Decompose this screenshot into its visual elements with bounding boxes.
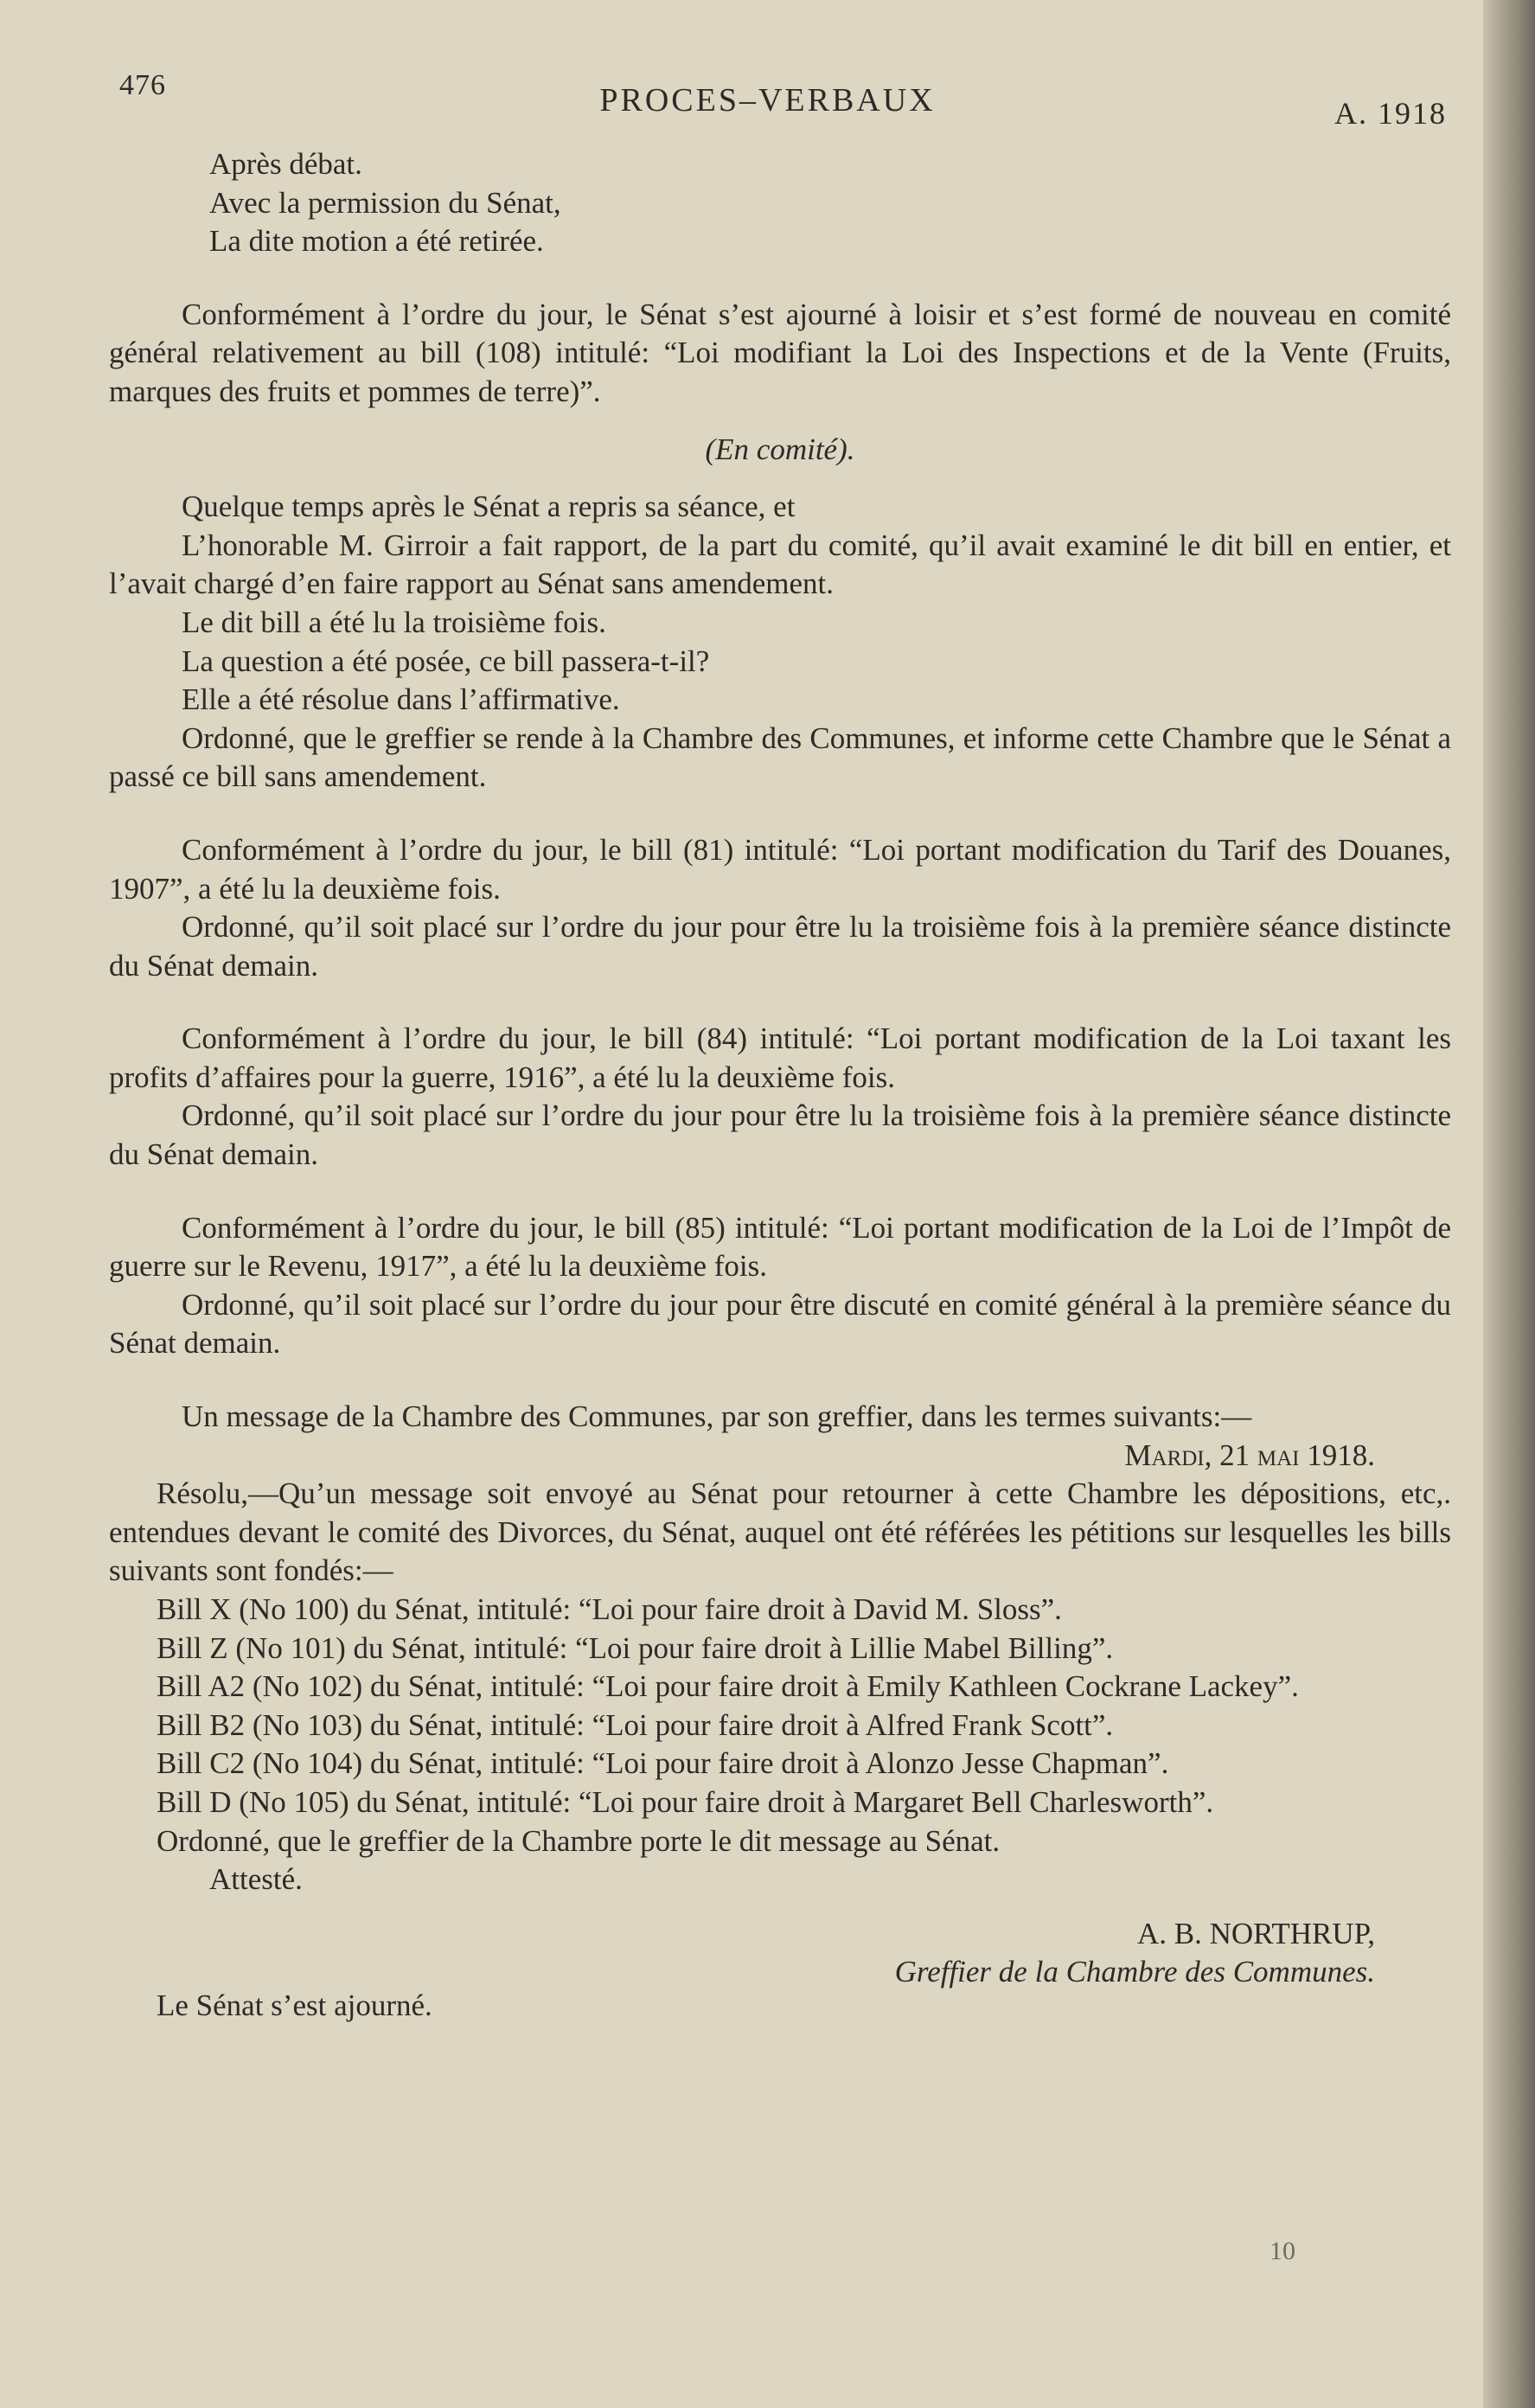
bill-item: Bill C2 (No 104) du Sénat, intitulé: “Loi pour faire droit à Alonzo Jesse Chapman”. — [157, 1746, 1169, 1781]
paragraph: La dite motion a été retirée. — [209, 224, 544, 259]
paragraph: Conformément à l’ordre du jour, le bill (85) intitulé: “Loi portant modification de la Loi de l’Impôt de guerre sur le Revenu, 1917”, a été lu la deuxième fois. — [109, 1210, 1451, 1284]
paragraph: Avec la permission du Sénat, — [209, 185, 561, 220]
attested-label: Attesté. — [209, 1862, 303, 1897]
paragraph: Ordonné, qu’il soit placé sur l’ordre du jour pour être lu la troisième fois à la première séance distincte du Sénat demain. — [109, 1098, 1451, 1172]
paragraph: Conformément à l’ordre du jour, le bill (84) intitulé: “Loi portant modification de la Loi taxant les profits d’affaires pour la guerre, 1916”, a été lu la deuxième fois. — [109, 1021, 1451, 1094]
section-label: (En comité). — [705, 432, 855, 466]
page-number: 476 — [119, 69, 166, 101]
signature-name: A. B. NORTHRUP, — [1136, 1916, 1375, 1950]
running-title: PROCES–VERBAUX — [599, 82, 936, 118]
running-year: A. 1918 — [1334, 96, 1447, 131]
paragraph: Le Sénat s’est ajourné. — [157, 1988, 432, 2022]
paragraph: Ordonné, qu’il soit placé sur l’ordre du jour pour être lu la troisième fois à la première séance distincte du Sénat demain. — [109, 910, 1451, 983]
paragraph: Conformément à l’ordre du jour, le Sénat s’est ajourné à loisir et s’est formé de nouveau en comité général relativement au bill (108) intitulé: “Loi modifiant la Loi des Inspections et de la Vente (Fruits, marques des fruits et pommes de terre)”. — [109, 297, 1451, 408]
bill-item: Bill X (No 100) du Sénat, intitulé: “Loi pour faire droit à David M. Sloss”. — [157, 1592, 1062, 1626]
footer-mark: 10 — [1270, 2237, 1295, 2265]
paragraph: Elle a été résolue dans l’affirmative. — [182, 682, 620, 717]
paragraph: Le dit bill a été lu la troisième fois. — [182, 605, 606, 639]
paragraph: Ordonné, qu’il soit placé sur l’ordre du jour pour être discuté en comité général à la première séance du Sénat demain. — [109, 1287, 1451, 1361]
paragraph: Ordonné, que le greffier de la Chambre porte le dit message au Sénat. — [157, 1823, 1001, 1858]
paragraph: Quelque temps après le Sénat a repris sa séance, et — [182, 490, 796, 524]
paragraph: Après débat. — [209, 147, 362, 181]
paragraph: Résolu,—Qu’un message soit envoyé au Sénat pour retourner à cette Chambre les dépositions, etc,. entendues devant le comité des Divorces, du Sénat, auquel ont été référées les pétitions sur lesquelles les bills suivants sont fondés:— — [109, 1476, 1451, 1588]
paragraph: Ordonné, que le greffier se rende à la Chambre des Communes, et informe cette Chambre que le Sénat a passé ce bill sans amendement. — [109, 720, 1451, 794]
paragraph: La question a été posée, ce bill passera-t-il? — [182, 644, 710, 678]
paragraph: Un message de la Chambre des Communes, par son greffier, dans les termes suivants:— — [182, 1399, 1252, 1434]
message-date: Mardi, 21 mai 1918. — [1124, 1438, 1375, 1472]
paragraph: L’honorable M. Girroir a fait rapport, de la part du comité, qu’il avait examiné le dit bill en entier, et l’avait chargé d’en faire rapport au Sénat sans amendement. — [109, 528, 1451, 601]
document-body — [109, 145, 1451, 2026]
paragraph: Conformément à l’ordre du jour, le bill (81) intitulé: “Loi portant modification du Tarif des Douanes, 1907”, a été lu la deuxième fois. — [109, 832, 1451, 906]
page-edge-shadow — [1483, 0, 1535, 2408]
signature-role: Greffier de la Chambre des Communes. — [894, 1955, 1375, 1989]
bill-item: Bill A2 (No 102) du Sénat, intitulé: “Loi pour faire droit à Emily Kathleen Cockrane Lackey”. — [157, 1669, 1299, 1704]
bill-item: Bill B2 (No 103) du Sénat, intitulé: “Loi pour faire droit à Alfred Frank Scott”. — [157, 1707, 1114, 1742]
bill-item: Bill Z (No 101) du Sénat, intitulé: “Loi pour faire droit à Lillie Mabel Billing”. — [157, 1630, 1114, 1665]
bill-item: Bill D (No 105) du Sénat, intitulé: “Loi pour faire droit à Margaret Bell Charlesworth”. — [157, 1784, 1214, 1819]
